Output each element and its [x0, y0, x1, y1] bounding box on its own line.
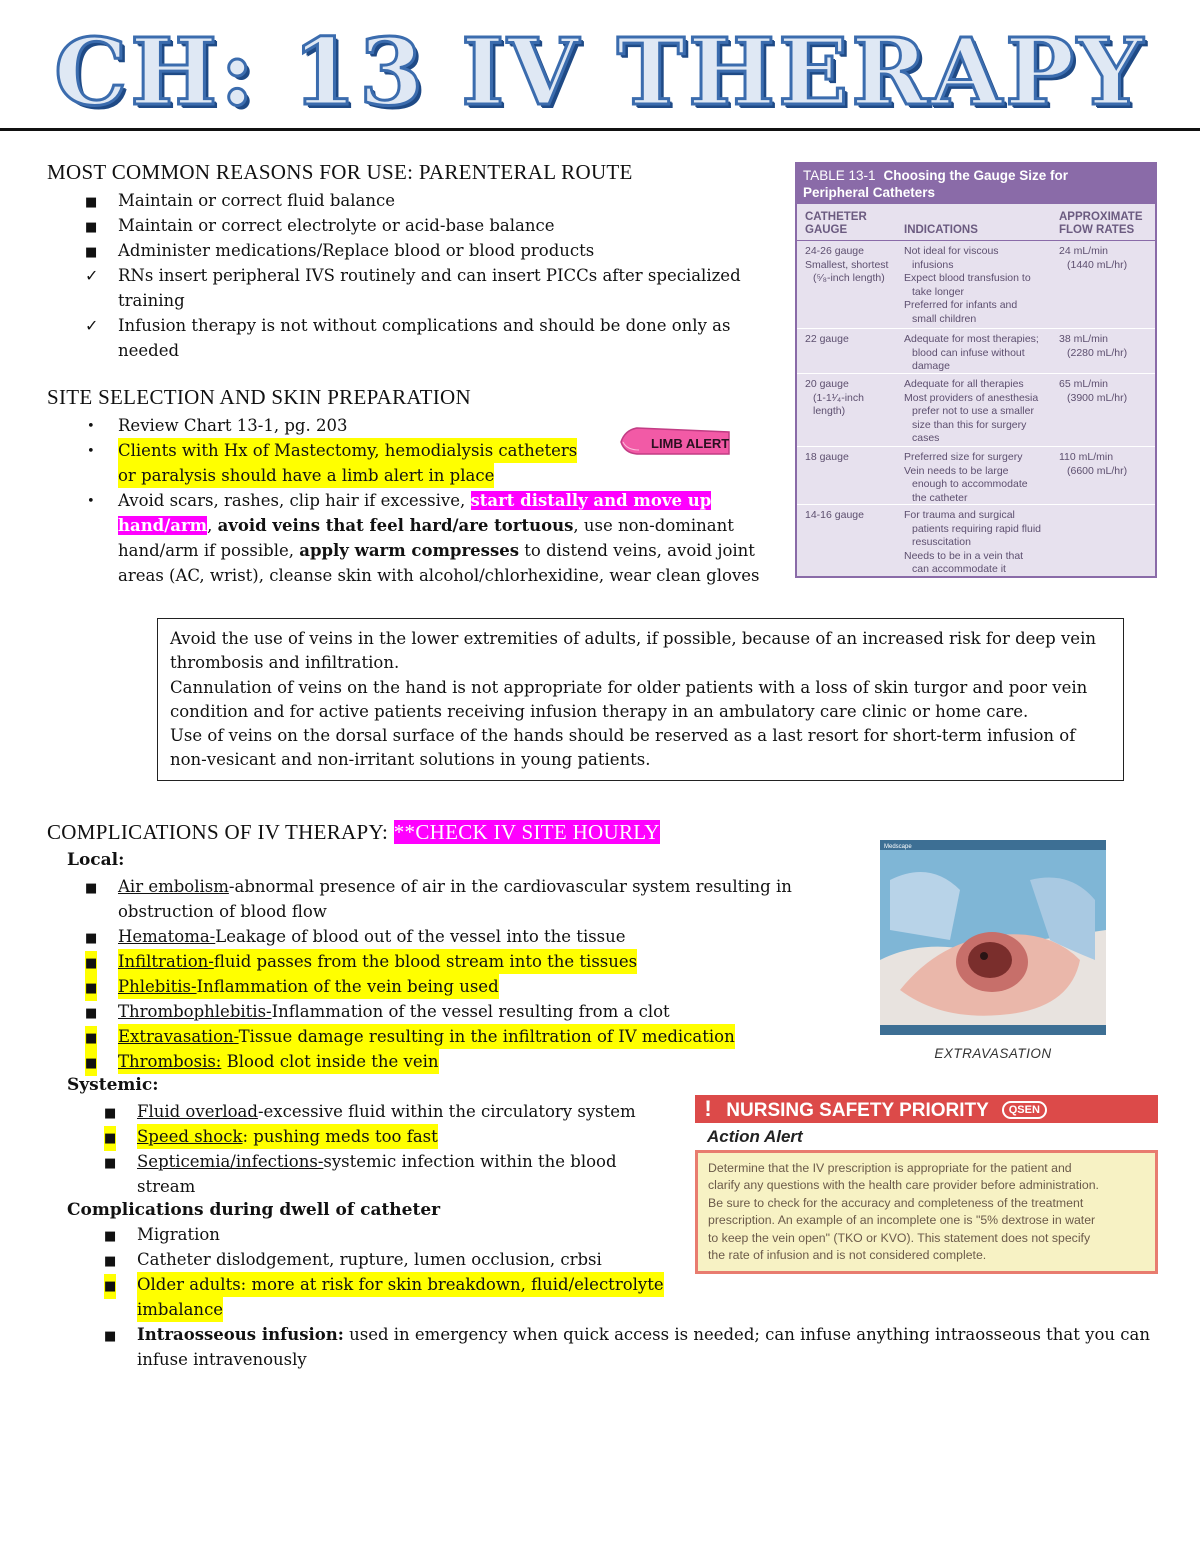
table-row: 18 gauge Preferred size for surgery Vein needs to be large enough to accommodate the catheter 110 mL/min (6600 mL/hr) — [797, 446, 1155, 504]
square-bullet-icon: ■ — [85, 881, 98, 896]
photo-caption: EXTRAVASATION — [934, 1046, 1052, 1061]
list-item: ■ Maintain or correct electrolyte or acid-base balance — [85, 213, 765, 238]
list-item: ✓ RNs insert peripheral IVS routinely and can insert PICCs after specialized training — [85, 263, 765, 313]
checkmark-icon: ✓ — [85, 316, 99, 335]
list-item: ■ Septicemia/infections-systemic infection within the blood stream — [104, 1152, 617, 1196]
list-item: ■ Speed shock: pushing meds too fast — [104, 1124, 664, 1149]
round-bullet-icon: • — [87, 419, 95, 434]
list-item: ■ Intraosseous infusion: used in emergency when quick access is needed; can infuse anything intraosseous that you can infuse intravenously — [104, 1325, 1150, 1369]
qsen-badge: QSEN — [1002, 1101, 1047, 1119]
table-row: 22 gauge Adequate for most therapies; blood can infuse without damage 38 mL/min (2280 mL/hr) — [797, 328, 1155, 373]
list-item: ■ Maintain or correct fluid balance — [85, 188, 765, 213]
column-header-gauge: CATHETER GAUGE — [805, 211, 867, 236]
local-label: Local: — [67, 850, 125, 870]
square-bullet-icon: ■ — [85, 195, 98, 210]
square-bullet-icon: ■ — [85, 931, 98, 946]
square-bullet-icon: ■ — [85, 951, 97, 976]
list-item: ■ Phlebitis-Inflammation of the vein being used — [85, 974, 805, 999]
limb-alert-band-image — [617, 420, 731, 460]
list-item: ■ Infiltration-fluid passes from the blood stream into the tissues — [85, 949, 805, 974]
square-bullet-icon: ■ — [85, 220, 98, 235]
action-alert-heading: Action Alert — [707, 1127, 803, 1146]
reasons-heading-label: MOST COMMON REASONS FOR USE: — [47, 160, 414, 184]
list-item: • Clients with Hx of Mastectomy, hemodialysis catheters or paralysis should have a limb alert in place — [85, 438, 775, 488]
list-item: ■ Administer medications/Replace blood or blood products — [85, 238, 765, 263]
complications-heading: COMPLICATIONS OF IV THERAPY: **CHECK IV SITE HOURLY — [47, 820, 660, 844]
square-bullet-icon: ■ — [85, 1026, 97, 1051]
square-bullet-icon: ■ — [85, 1051, 97, 1076]
svg-text:Medscape: Medscape — [884, 844, 912, 850]
square-bullet-icon: ■ — [104, 1329, 117, 1344]
extravasation-photo — [880, 840, 1106, 1035]
checkmark-icon: ✓ — [85, 266, 99, 285]
svg-text:LIMB ALERT: LIMB ALERT — [651, 436, 730, 451]
reasons-heading-suffix: PARENTERAL ROUTE — [418, 160, 633, 184]
square-bullet-icon: ■ — [104, 1106, 117, 1121]
list-item: ■ Air embolism-abnormal presence of air in the cardiovascular system resulting in obstruction of blood flow — [85, 877, 792, 921]
square-bullet-icon: ■ — [104, 1254, 117, 1269]
list-item: ■ Fluid overload-excessive fluid within the circulatory system — [104, 1099, 664, 1124]
table-row: 14-16 gauge For trauma and surgical patients requiring rapid fluid resuscitation Needs to be in a vein that can accommodate it — [797, 504, 1155, 576]
exclamation-icon: ! — [704, 1096, 712, 1121]
dwell-label: Complications during dwell of catheter — [67, 1200, 441, 1220]
vein-selection-note-box: Avoid the use of veins in the lower extremities of adults, if possible, because of an increased risk for deep vein thrombosis and infiltration. Cannulation of veins on the hand is not appropriate for older patients with a loss of skin turgor and poor vein condition and for active patients receiving infusion therapy in an ambulatory care clinic or home care. Use of veins on the dorsal surface of the hands should be reserved as a last resort for short-term infusion of non-vesicant and non-irritant solutions in young patients. — [157, 618, 1124, 781]
square-bullet-icon: ■ — [104, 1229, 117, 1244]
systemic-label: Systemic: — [67, 1075, 159, 1095]
check-site-alert: **CHECK IV SITE HOURLY — [393, 820, 660, 844]
list-item: ■ Thrombosis: Blood clot inside the vein — [85, 1049, 805, 1074]
title-divider — [0, 128, 1200, 131]
square-bullet-icon: ■ — [85, 245, 98, 260]
reasons-heading — [47, 160, 633, 185]
site-heading: SITE SELECTION AND SKIN PREPARATION — [47, 385, 471, 409]
list-item: ■ Thrombophlebitis-Inflammation of the vessel resulting from a clot — [85, 999, 805, 1024]
list-item: ■ Extravasation-Tissue damage resulting in the infiltration of IV medication — [85, 1024, 805, 1049]
table-row: 24-26 gauge Smallest, shortest (⁵⁄₈-inch length) Not ideal for viscous infusions Expect blood transfusion to take longer Preferred for infants and small children 24 mL/min (1440 mL/hr) — [797, 240, 1155, 328]
column-header-flow-rates: APPROXIMATE FLOW RATES — [1059, 211, 1143, 236]
table-row: 20 gauge (1-1¹⁄₄-inch length) Adequate for all therapies Most providers of anesthesia prefer not to use a smaller size than this for surgery cases 65 mL/min (3900 mL/hr) — [797, 373, 1155, 446]
square-bullet-icon: ■ — [85, 1006, 98, 1021]
local-complications-list — [85, 874, 805, 1074]
list-item: ■ Older adults: more at risk for skin breakdown, fluid/electrolyte imbalance — [104, 1272, 1164, 1322]
list-item: • Avoid scars, rashes, clip hair if excessive, start distally and move up hand/arm, avoid veins that feel hard/are tortuous, use non-dominant hand/arm if possible, apply warm compresses to distend veins, avoid joint areas (AC, wrist), cleanse skin with alcohol/chlorhexidine, wear clean gloves — [87, 491, 760, 585]
systemic-complications-list — [104, 1099, 664, 1199]
list-item: ■ Migration — [104, 1222, 1164, 1247]
list-item: ✓ Infusion therapy is not without complications and should be done only as needed — [85, 313, 765, 363]
square-bullet-icon: ■ — [104, 1126, 116, 1151]
reasons-list — [85, 188, 765, 363]
list-item: ■ Hematoma-Leakage of blood out of the vessel into the tissue — [85, 924, 805, 949]
square-bullet-icon: ■ — [104, 1274, 116, 1299]
list-item: • Review Chart 13-1, pg. 203 — [85, 413, 775, 438]
column-header-indications: INDICATIONS — [904, 224, 978, 236]
list-item: ■ Catheter dislodgement, rupture, lumen occlusion, crbsi — [104, 1247, 1164, 1272]
round-bullet-icon: • — [87, 494, 95, 509]
square-bullet-icon: ■ — [85, 976, 97, 1001]
round-bullet-icon: • — [87, 444, 95, 459]
nursing-safety-banner: ! NURSING SAFETY PRIORITY QSEN — [695, 1095, 1158, 1123]
action-alert-box: Determine that the IV prescription is appropriate for the patient and clarify any questions with the health care provider before administration. Be sure to check for the accuracy and completeness of the treatment prescription. An example of an incomplete one is "5% dextrose in water to keep the vein open" (TKO or KVO). This statement does not specify the rate of infusion and is not considered complete. — [695, 1150, 1158, 1274]
gauge-size-table — [795, 162, 1157, 578]
square-bullet-icon: ■ — [104, 1156, 117, 1171]
page-title: CH: 13 IV THERAPY — [54, 18, 1146, 126]
table-header: TABLE 13-1 Choosing the Gauge Size for Peripheral Catheters — [797, 164, 1155, 204]
